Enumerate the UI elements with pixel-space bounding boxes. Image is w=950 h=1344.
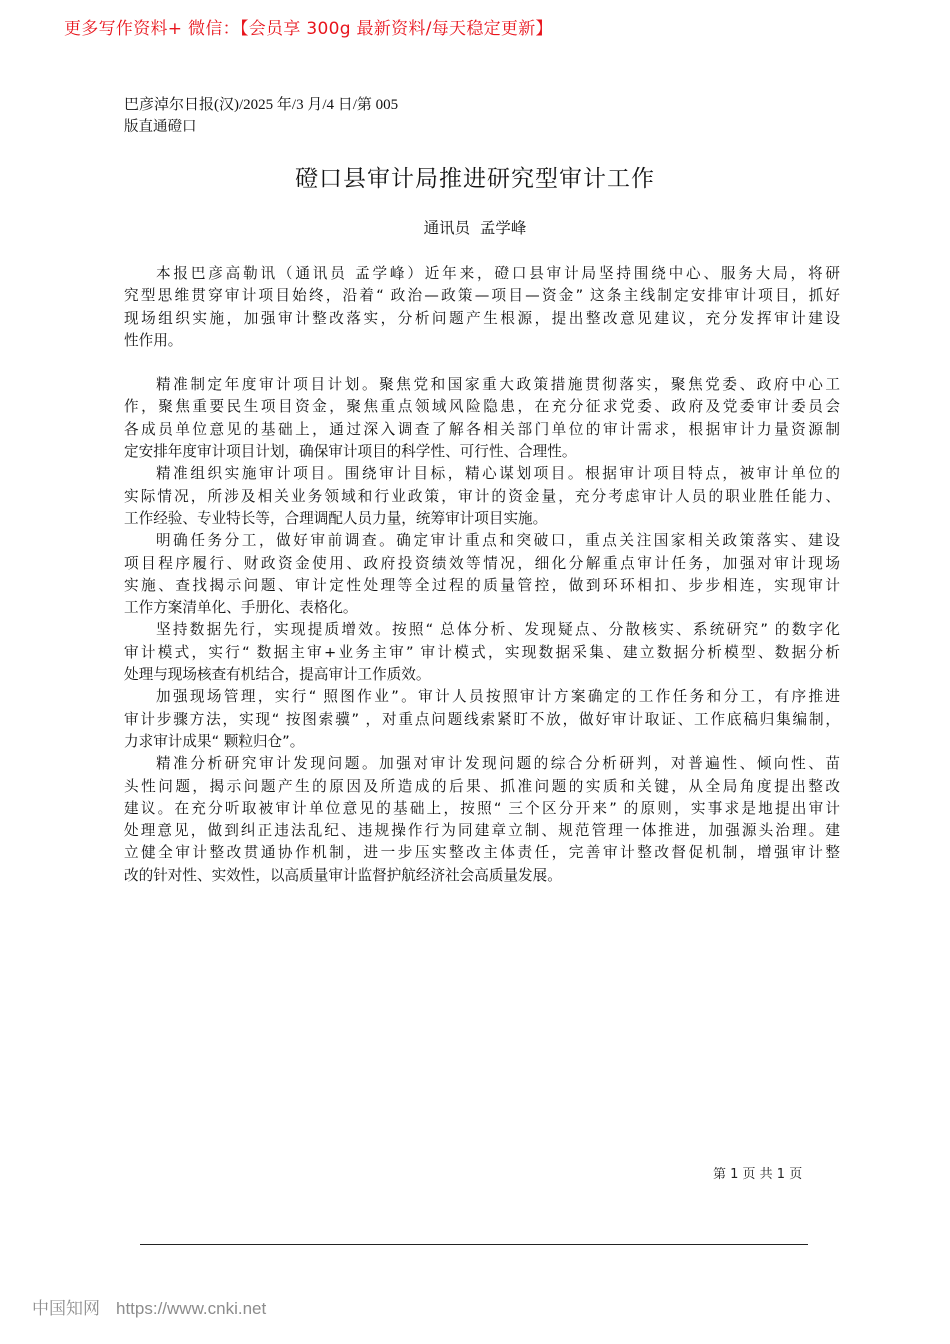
paragraph-site-management [124, 686, 840, 753]
text-line: 审计步骤方法，实现“ 按图索骥” ，对重点问题线索紧盯不放，做好审计取证、工作底稿归集编制， [124, 710, 840, 728]
paragraph-intro [124, 263, 840, 352]
paragraph-implementation [124, 463, 840, 530]
text-line: 明确任务分工，做好审前调查。确定审计重点和突破口，重点关注国家相关政策落实、建设 [156, 532, 840, 550]
text-line: 立健全审计整改贯通协作机制，进一步压实整改主体责任，完善审计整改督促机制，增强审计整 [124, 844, 840, 862]
article-title: 磴口县审计局推进研究型审计工作 [295, 166, 655, 192]
text-line: 建议。在充分听取被审计单位意见的基础上，按照“ 三个区分开来” 的原则，实事求是地提出审计 [124, 799, 840, 817]
article-body [124, 263, 840, 887]
text-line: 实际情况，所涉及相关业务领域和行业政策，审计的资金量，充分考虑审计人员的职业胜任能力、 [124, 487, 840, 505]
text-line: 处理意见，做到纠正违法乱纪、违规操作行为同建章立制、规范管理一体推进，加强源头治理。建 [124, 822, 840, 840]
text-line: 现场组织实施，加强审计整改落实，分析问题产生根源，提出整改意见建议，充分发挥审计建设 [124, 309, 840, 327]
text-line: 处理与现场核查有机结合，提高审计工作质效。 [124, 666, 431, 684]
paragraph-data-first [124, 619, 840, 686]
text-line: 工作经验、专业特长等，合理调配人员力量，统筹审计项目实施。 [124, 509, 548, 527]
text-line: 定安排年度审计项目计划，确保审计项目的科学性、可行性、合理性。 [124, 443, 577, 461]
text-line: 审计模式，实行“ 数据主审+业务主审” 审计模式，实现数据采集、建立数据分析模型、数据分析 [124, 643, 840, 661]
text-line: 本报巴彦高勒讯（通讯员 孟学峰）近年来，磴口县审计局坚持围绕中心、服务大局，将研 [156, 265, 840, 282]
text-line: 改的针对性、实效性，以高质量审计监督护航经济社会高质量发展。 [124, 866, 562, 884]
source-line-1: 巴彦淖尔日报(汉)/2025 年/3 月/4 日/第 005 [124, 97, 399, 113]
text-line: 究型思维贯穿审计项目始终，沿着“ 政治—政策—项目—资金” 这条主线制定安排审计项目，抓好 [124, 287, 840, 305]
text-line: 作，聚焦重要民生项目资金，聚焦重点领域风险隐患，在充分征求党委、政府及党委审计委员会 [124, 398, 840, 416]
text-line: 坚持数据先行，实现提质增效。按照“ 总体分析、发现疑点、分散核实、系统研究” 的数字化 [156, 621, 840, 639]
text-line: 实施、查找揭示问题、审计定性处理等全过程的质量管控，做到环环相扣、步步相连，实现审计 [124, 576, 840, 594]
text-line: 精准分析研究审计发现问题。加强对审计发现问题的综合分析研判，对普遍性、倾向性、苗 [156, 755, 840, 773]
footer-divider [140, 1244, 808, 1245]
text-line: 精准制定年度审计项目计划。聚焦党和国家重大政策措施贯彻落实，聚焦党委、政府中心工 [156, 376, 840, 394]
text-line: 精准组织实施审计项目。围绕审计目标，精心谋划项目。根据审计项目特点，被审计单位的 [156, 465, 840, 483]
paragraph-plan [124, 374, 840, 463]
source-line-2: 版直通磴口 [124, 119, 197, 135]
footer-url[interactable]: https://www.cnki.net [116, 1299, 267, 1318]
page-indicator: 第 1 页 共 1 页 [713, 1167, 803, 1182]
paragraph-analysis [124, 753, 840, 887]
text-line: 力求审计成果“ 颗粒归仓”。 [124, 732, 305, 750]
source-info [124, 94, 398, 138]
text-line: 各成员单位意见的基础上，通过深入调查了解各相关部门单位的审计需求，根据审计力量资源制 [124, 420, 840, 438]
text-line: 性作用。 [124, 331, 183, 349]
promo-banner: 更多写作资料+ 微信：【会员享 300g 最新资料/每天稳定更新】 [64, 19, 553, 39]
footer-watermark [32, 1294, 266, 1319]
paragraph-task-division [124, 530, 840, 619]
text-line: 项目程序履行、财政资金使用、政府投资绩效等情况，细化分解重点审计任务，加强对审计现场 [124, 554, 840, 572]
text-line: 工作方案清单化、手册化、表格化。 [124, 599, 358, 617]
footer-brand: 中国知网 [32, 1299, 100, 1318]
text-line: 加强现场管理，实行“ 照图作业”。审计人员按照审计方案确定的工作任务和分工，有序推进 [156, 688, 840, 706]
article-byline: 通讯员 孟学峰 [423, 219, 527, 237]
text-line: 头性问题，揭示问题产生的原因及所造成的后果、抓准问题的实质和关键，从全局角度提出整改 [124, 777, 840, 795]
